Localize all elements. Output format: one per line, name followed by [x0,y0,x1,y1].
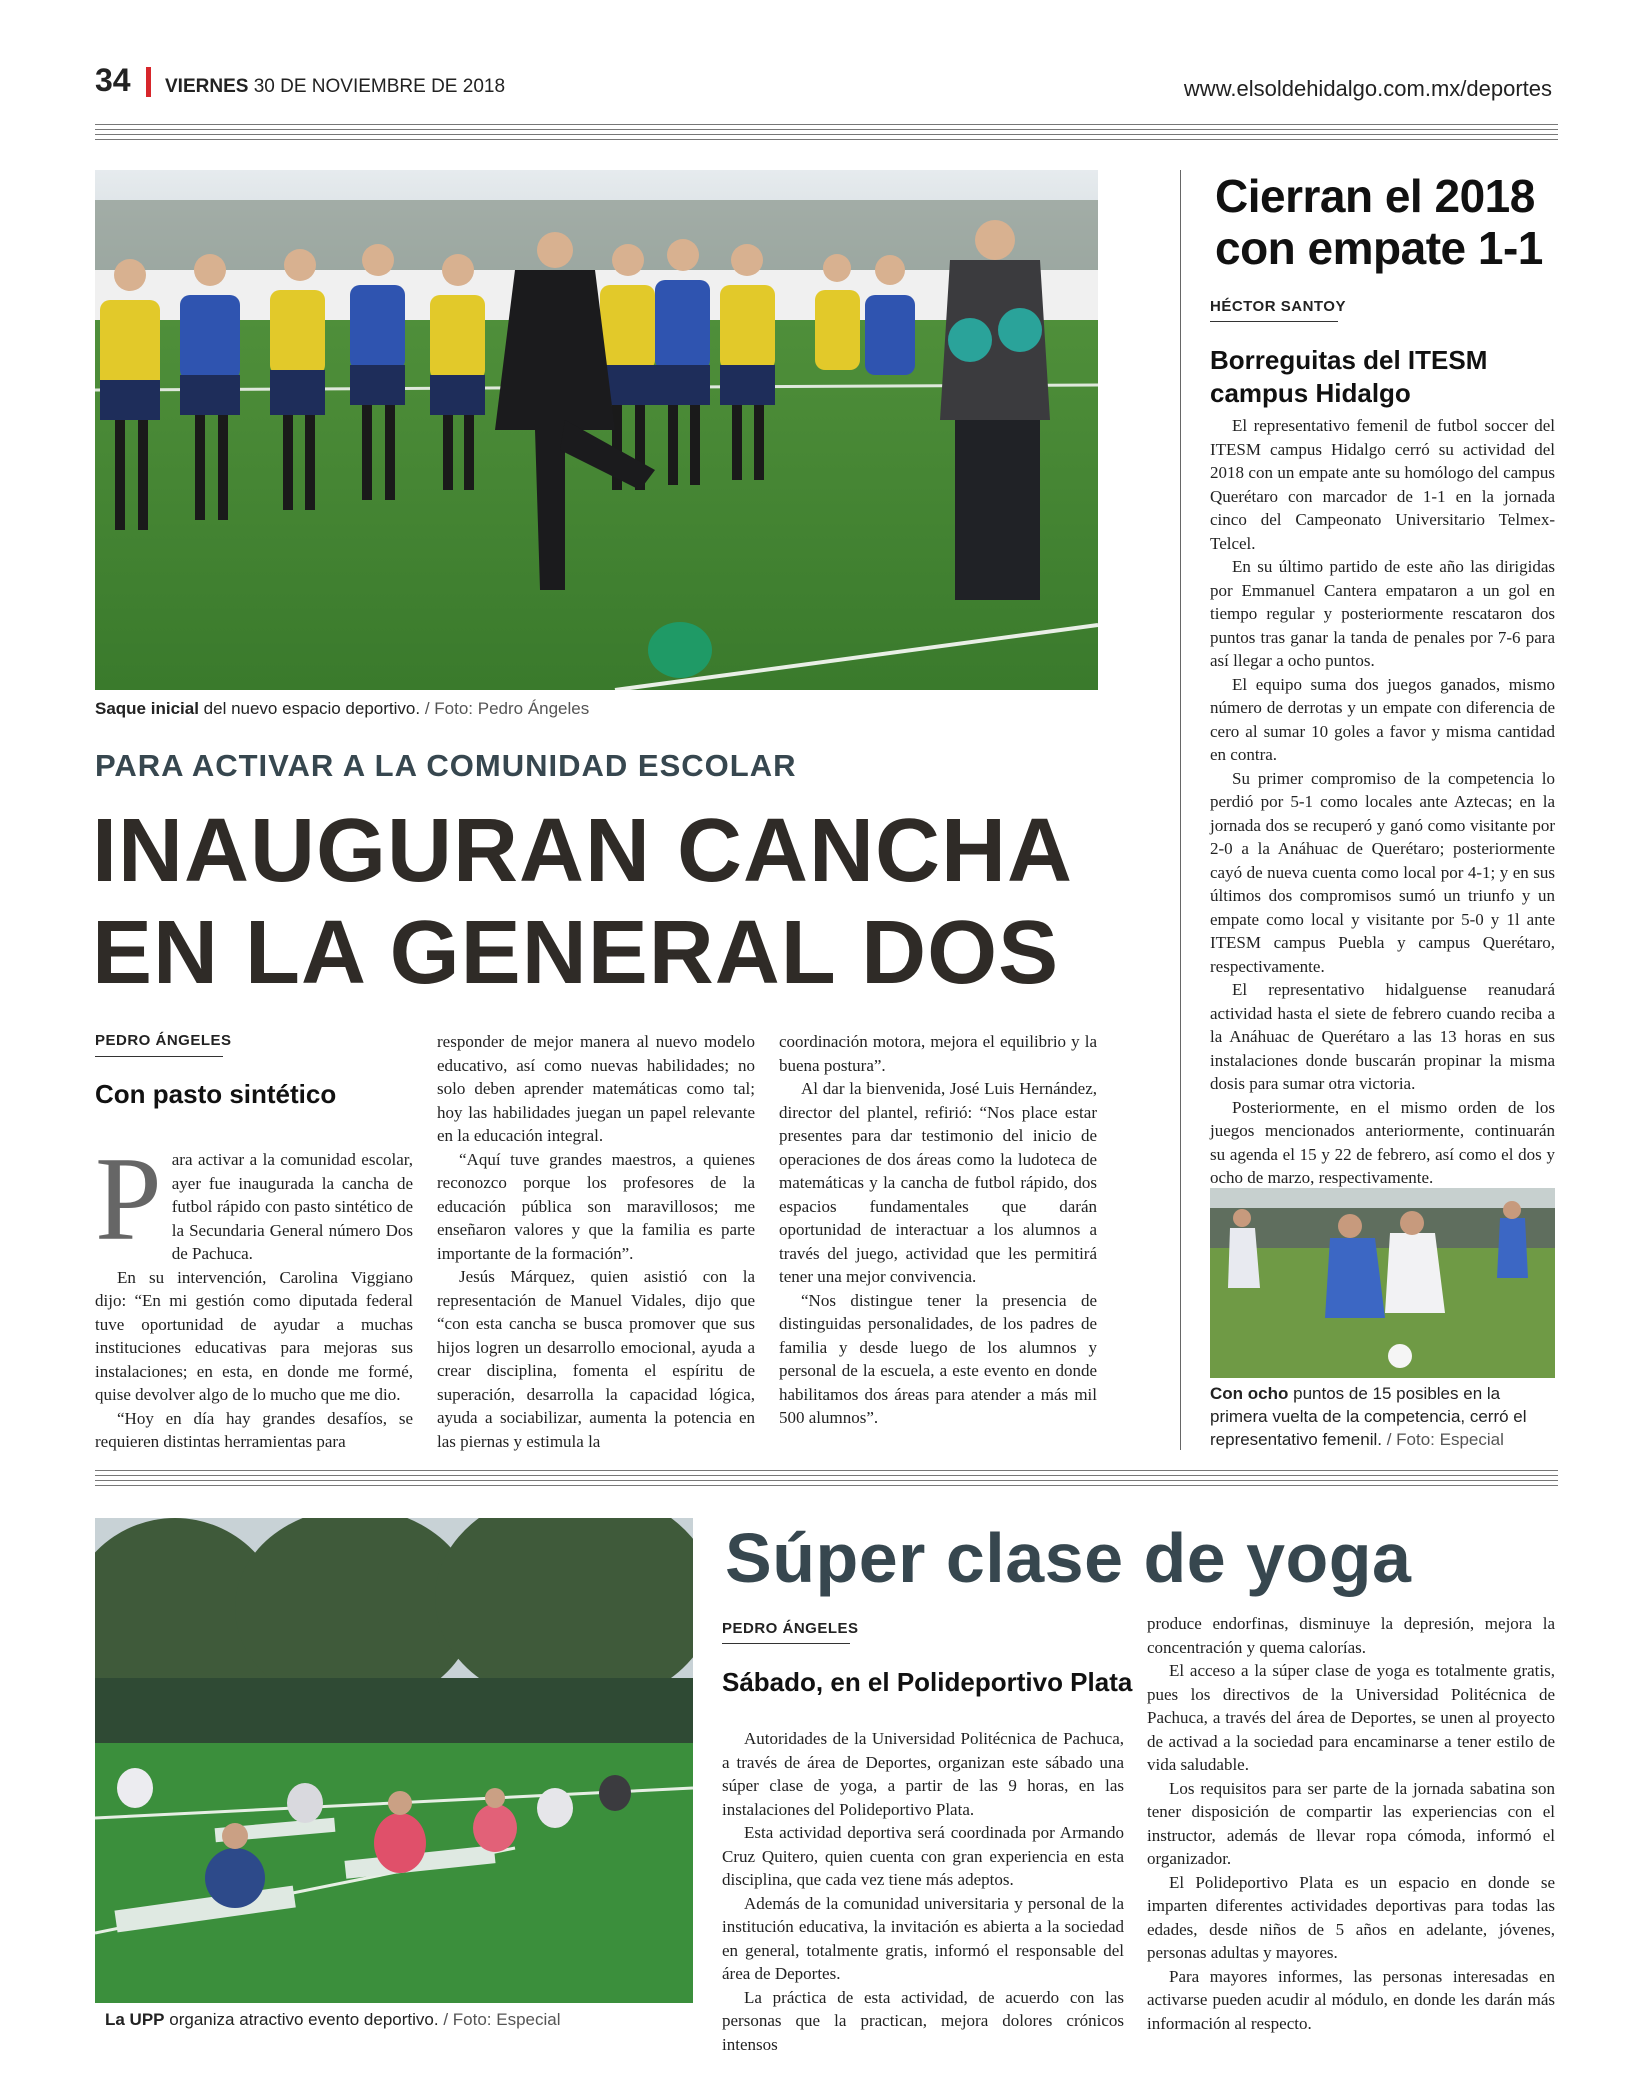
main-col3-paragraph1: coordinación motora, mejora el equilibrio y la buena postura”. [779,1032,1097,1075]
side-story-body [1210,414,1555,1190]
main-column-2 [437,1030,755,1453]
yoga-col1-paragraph4: La práctica de esta actividad, de acuerdo con las personas que la practican, mejora dolores crónicos intensos [722,1987,1124,2054]
section-rule [95,1470,1558,1490]
side-paragraph5: El representativo hidalguense reanudará actividad hasta el siete de febrero cuando reciba a la Anáhuac de Querétaro a las 13 horas en sus instalaciones donde buscarán propinar la misma dosis para sumar otra victoria. [1210,980,1555,1093]
main-headline-line2: EN LA GENERAL DOS [92,903,1060,1003]
main-column-3 [779,1030,1097,1430]
yoga-caption-credit: / Foto: Especial [438,2010,561,2029]
main-col1-paragraph1 [95,1132,413,1266]
section-url[interactable]: www.elsoldehidalgo.com.mx/deportes [1183,76,1552,101]
side-caption-text: puntos de 15 posibles en la primera vuelta de la competencia, cerró el representativo femenil. [1210,1384,1527,1449]
yoga-col2-paragraph5: Para mayores informes, las personas interesadas en activarse pueden acudir al módulo, en donde les darán más información al respecto. [1147,1966,1555,2033]
side-headline [1215,170,1543,274]
column-divider [1180,170,1181,1450]
main-headline [92,800,1073,1004]
side-headline-line2: con empate 1-1 [1215,222,1543,274]
side-paragraph6: Posteriormente, en el mismo orden de los juegos mencionados anteriormente, continuarán su agenda el 15 y 22 de febrero, así como el dos y ocho de marzo, respectivamente. [1210,1097,1555,1187]
soccer-field-photo-graphic [95,170,1098,690]
main-col2-paragraph1: responder de mejor manera al nuevo modelo educativo, así como nuevas habilidades; no solo deben aprender matemáticas como tal; hoy las habilidades juegan un papel relevante en la educación integral. [437,1032,755,1145]
main-col1-paragraph2: En su intervención, Carolina Viggiano dijo: “En mi gestión como diputada federal tuve oportunidad de ayudar a muchas instituciones educativas para mejoras sus instalaciones; en esta, en donde me formé, quise devolver algo de lo mucho que me dio. [95,1267,413,1404]
side-subhead-line2: campus Hidalgo [1210,378,1411,408]
main-col1-paragraph3: “Hoy en día hay grandes desafíos, se requieren distintas herramientas para [95,1408,413,1451]
issue-date-text: 30 DE NOVIEMBRE DE 2018 [253,76,506,97]
main-col2-paragraph2: “Aquí tuve grandes maestros, a quienes reconozco porque los profesores de la educación pública son maravillosos; me enseñaron valores y que la familia es parte importante de la formación”. [437,1149,755,1263]
main-photo-caption [95,698,589,721]
main-byline: PEDRO ÁNGELES [95,1032,232,1049]
side-story-photo [1210,1188,1555,1378]
yoga-subhead: Sábado, en el Polideportivo Plata [722,1667,1133,1697]
side-subhead [1210,344,1487,410]
side-headline-line1: Cierran el 2018 [1215,170,1535,222]
page-number: 34 [95,62,131,98]
yoga-col2-paragraph3: Los requisitos para ser parte de la jornada sabatina son tener disposición de compartir las experiencias con el instructor, además de llevar ropa cómoda, informó el organizador. [1147,1778,1555,1868]
main-headline-line1: INAUGURAN CANCHA [92,801,1073,901]
main-subhead: Con pasto sintético [95,1079,337,1109]
caption-credit: / Foto: Pedro Ángeles [420,699,590,718]
yoga-col2-paragraph4: El Polideportivo Plata es un espacio en donde se imparten diferentes actividades deportivas para todas las edades, desde niños de 5 años en adelante, jóvenes, personas adultas y mayores. [1147,1872,1555,1962]
side-subhead-line1: Borreguitas del ITESM [1210,345,1488,375]
yoga-col2-paragraph1: produce endorfinas, disminuye la depresión, mejora la concentración y quema calorías. [1147,1614,1555,1657]
dropcap: P [95,1132,162,1265]
side-paragraph4: Su primer compromiso de la competencia lo perdió por 5-1 como locales ante Aztecas; en la jornada dos se recuperó y ganó como visitante por 2-0 a la Anáhuac de Querétaro; posteriormente cayó de nueva cuenta como local por 4-1; y en sus últimos dos compromisos sumó un triunfo y un empate como local y visitante por 5-0 y 1l ante ITESM campus Puebla y campus Querétaro, respectivamente. [1210,768,1555,976]
main-col2-paragraph3: Jesús Márquez, quien asistió con la representación de Manuel Vidales, dijo que “con esta cancha se busca promover que sus hijos logren un desarrollo emocional, ayuda a crear disciplina, fomenta el espíritu de superación, desarrolla la capacidad lógica, ayuda a sociabilizar, aumenta la potencia en las piernas y estimula la [437,1267,755,1451]
side-caption-credit: / Foto: Especial [1381,1429,1504,1449]
yoga-byline-rule [722,1643,850,1644]
side-caption-lead: Con ocho [1210,1384,1289,1403]
issue-weekday: VIERNES [165,76,249,97]
side-byline: HÉCTOR SANTOY [1210,298,1346,315]
yoga-column-2 [1147,1612,1555,2035]
main-col1-p1-text: ara activar a la comunidad escolar, ayer fue inaugurada la cancha de futbol rápido con pasto sintético de la Secundaria General número Dos de Pachuca. [171,1150,413,1263]
side-paragraph3: El equipo suma dos juegos ganados, mismo número de derrotas y un empate con diferencia de cero al sumar 10 goles a favor y misma cantidad en contra. [1210,674,1555,764]
yoga-class-photo-graphic [95,1518,693,2003]
womens-soccer-photo-graphic [1210,1188,1555,1378]
side-photo-caption [1210,1383,1555,1452]
caption-lead: Saque inicial [95,699,199,718]
side-paragraph1: El representativo femenil de futbol soccer del ITESM campus Hidalgo cerró su actividad del 2018 con un empate ante su homólogo del campus Querétaro con marcador de 1-1 en la jornada cinco del Campeonato Universitario Telmex-Telcel. [1210,416,1555,553]
yoga-col1-paragraph2: Esta actividad deportiva será coordinada por Armando Cruz Quitero, quien cuenta con gran experiencia en esta disciplina, que cada vez tiene más adeptos. [722,1823,1124,1889]
header-rule [95,124,1558,144]
issue-date [165,76,505,98]
yoga-byline: PEDRO ÁNGELES [722,1620,859,1637]
yoga-col1-paragraph1: Autoridades de la Universidad Politécnica de Pachuca, a través de área de Deportes, organizan este sábado una súper clase de yoga, a partir de las 9 horas, en las instalaciones del Polideportivo Plata. [722,1729,1124,1819]
main-col3-paragraph2: Al dar la bienvenida, José Luis Hernández, director del plantel, refirió: “Nos place estar presentes para dar testimonio del inicio de operaciones de dos áreas como la ludoteca de matemáticas y la cancha de futbol rápido, dos espacios fundamentales que darán oportunidad de interactuar a los alumnos a través del juego, actividad que les permitirá tener una mejor convivencia. [779,1079,1097,1286]
main-column-1 [95,1132,413,1454]
side-byline-rule [1210,321,1338,322]
yoga-col2-paragraph2: El acceso a la súper clase de yoga es totalmente gratis, pues los directivos de la Universidad Politécnica de Pachuca, a través del área de Deportes, se unen al proyecto de activad a la sociedad para encaminarse a tener estilo de vida saludable. [1147,1661,1555,1774]
yoga-column-1 [722,1727,1124,2056]
yoga-photo-caption [105,2009,560,2032]
main-col3-paragraph3: “Nos distingue tener la presencia de distinguidas personalidades, de los padres de familia y desde luego de los alumnos y personal de la escuela, a este evento en donde habilitamos dos áreas para atender a más mil 500 alumnos”. [779,1290,1097,1427]
yoga-caption-lead: La UPP [105,2010,165,2029]
main-kicker: PARA ACTIVAR A LA COMUNIDAD ESCOLAR [95,748,797,783]
caption-text: del nuevo espacio deportivo. [198,699,421,718]
side-paragraph2: En su último partido de este año las dirigidas por Emmanuel Cantera empataron a un gol en tiempo regular y posteriormente rescataron dos puntos tras ganar la tanda de penales por 7-6 para así llegar a ocho puntos. [1210,557,1555,670]
yoga-caption-text: organiza atractivo evento deportivo. [164,2010,439,2029]
yoga-col1-paragraph3: Además de la comunidad universitaria y personal de la institución educativa, la invitación es abierta a la sociedad en general, totalmente gratis, informó el responsable del área de Deportes. [722,1893,1124,1983]
yoga-story-photo [95,1518,693,2003]
main-story-photo [95,170,1098,690]
yoga-headline: Súper clase de yoga [725,1519,1412,1597]
page-number-divider [146,67,151,97]
main-byline-rule [95,1056,223,1057]
